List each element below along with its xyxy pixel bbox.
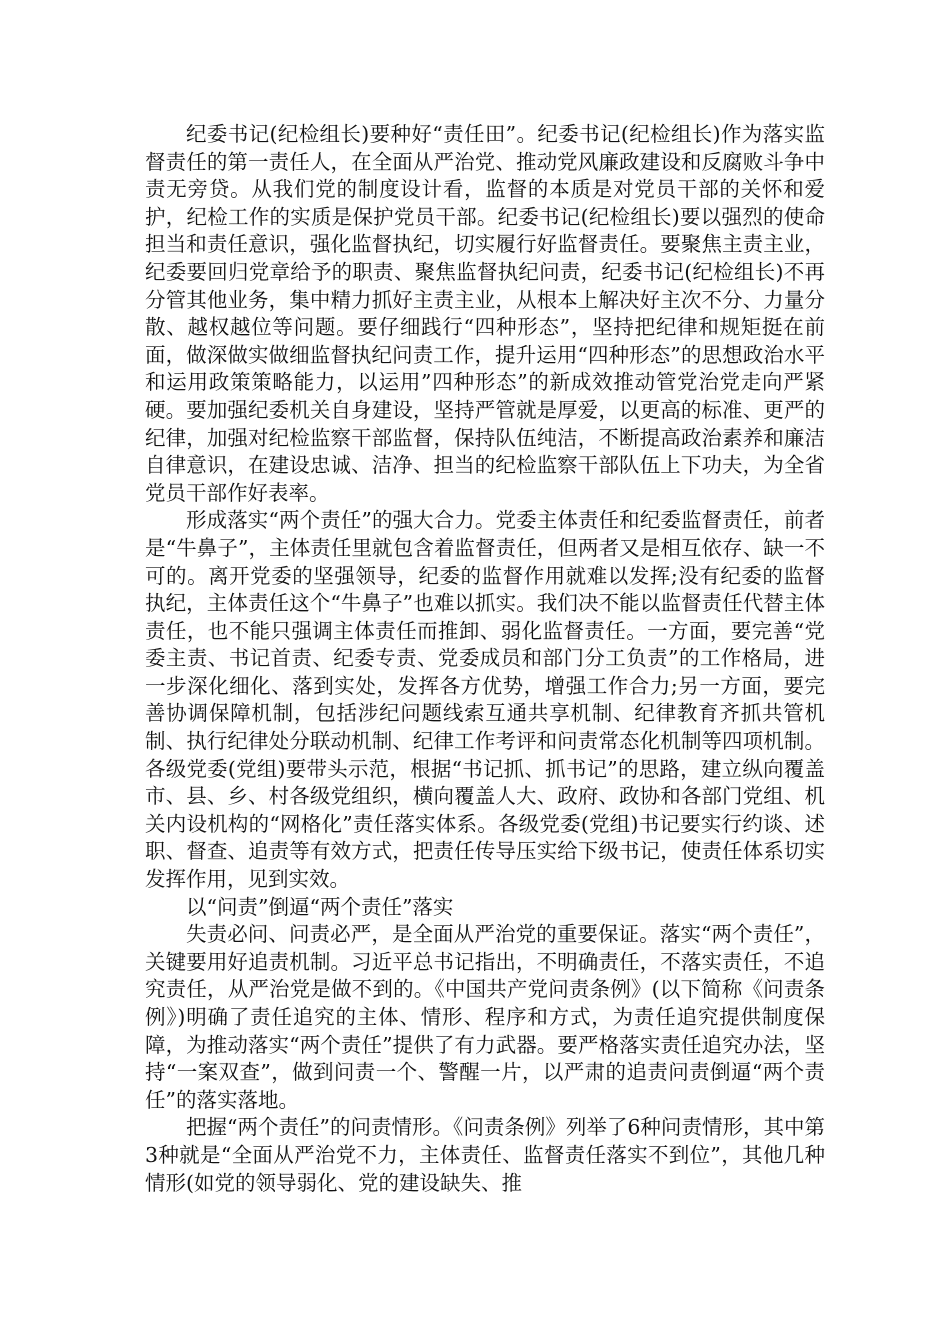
section-heading-accountability: 以“问责”倒逼“两个责任”落实 <box>186 894 454 919</box>
paragraph-accountability-cases: 把握“两个责任”的问责情形。《问责条例》列举了6种问责情形，其中第3种就是“全面从严治党不力，主体责任、监督责任落实不到位”，其他几种情形(如党的领导弱化、党的建设缺失、推 <box>145 1115 825 1195</box>
paragraph-joint-force: 形成落实“两个责任”的强大合力。党委主体责任和纪委监督责任，前者是“牛鼻子”，主体责任里就包含着监督责任，但两者又是相互依存、缺一不可的。离开党委的坚强领导，纪委的监督作用就难以发挥;没有纪委的监督执纪，主体责任这个“牛鼻子”也难以抓实。我们决不能以监督责任代替主体责任，也不能只强调主体责任而推卸、弱化监督责任。一方面，要完善“党委主责、书记首责、纪委专责、党委成员和部门分工负责”的工作格局，进一步深化细化、落到实处，发挥各方优势，增强工作合力;另一方面，要完善协调保障机制，包括涉纪问题线索互通共享机制、纪律教育齐抓共管机制、执行纪律处分联动机制、纪律工作考评和问责常态化机制等四项机制。各级党委(党组)要带头示范，根据“书记抓、抓书记”的思路，建立纵向覆盖市、县、乡、村各级党组织，横向覆盖人大、政府、政协和各部门党组、机关内设机构的“网格化”责任落实体系。各级党委(党组)书记要实行约谈、述职、督查、追责等有效方式，把责任传导压实给下级书记，使责任体系切实发挥作用，见到实效。 <box>145 508 825 892</box>
paragraph-accountability: 失责必问、问责必严，是全面从严治党的重要保证。落实“两个责任”，关键要用好追责机制。习近平总书记指出，不明确责任，不落实责任，不追究责任，从严治党是做不到的。《中国共产党问责条例》(以下简称《问责条例》)明确了责任追究的主体、情形、程序和方式，为责任追究提供制度保障，为推动落实“两个责任”提供了有力武器。要严格落实责任追究办法，坚持“一案双查”，做到问责一个、警醒一片，以严肃的追责问责倒逼“两个责任”的落实落地。 <box>145 922 825 1112</box>
document-body <box>145 121 825 1197</box>
paragraph-discipline-secretary: 纪委书记(纪检组长)要种好“责任田”。纪委书记(纪检组长)作为落实监督责任的第一责任人，在全面从严治党、推动党风廉政建设和反腐败斗争中责无旁贷。从我们党的制度设计看，监督的本质是对党员干部的关怀和爱护，纪检工作的实质是保护党员干部。纪委书记(纪检组长)要以强烈的使命担当和责任意识，强化监督执纪，切实履行好监督责任。要聚焦主责主业，纪委要回归党章给予的职责、聚焦监督执纪问责，纪委书记(纪检组长)不再分管其他业务，集中精力抓好主责主业，从根本上解决好主次不分、力量分散、越权越位等问题。要仔细践行“四种形态”，坚持把纪律和规矩挺在前面，做深做实做细监督执纪问责工作，提升运用“四种形态”的思想政治水平和运用政策策略能力，以运用”四种形态”的新成效推动管党治党走向严紧硬。要加强纪委机关自身建设，坚持严管就是厚爱，以更高的标准、更严的纪律，加强对纪检监察干部监督，保持队伍纯洁，不断提高政治素养和廉洁自律意识，在建设忠诚、洁净、担当的纪检监察干部队伍上下功夫，为全省党员干部作好表率。 <box>145 122 825 505</box>
